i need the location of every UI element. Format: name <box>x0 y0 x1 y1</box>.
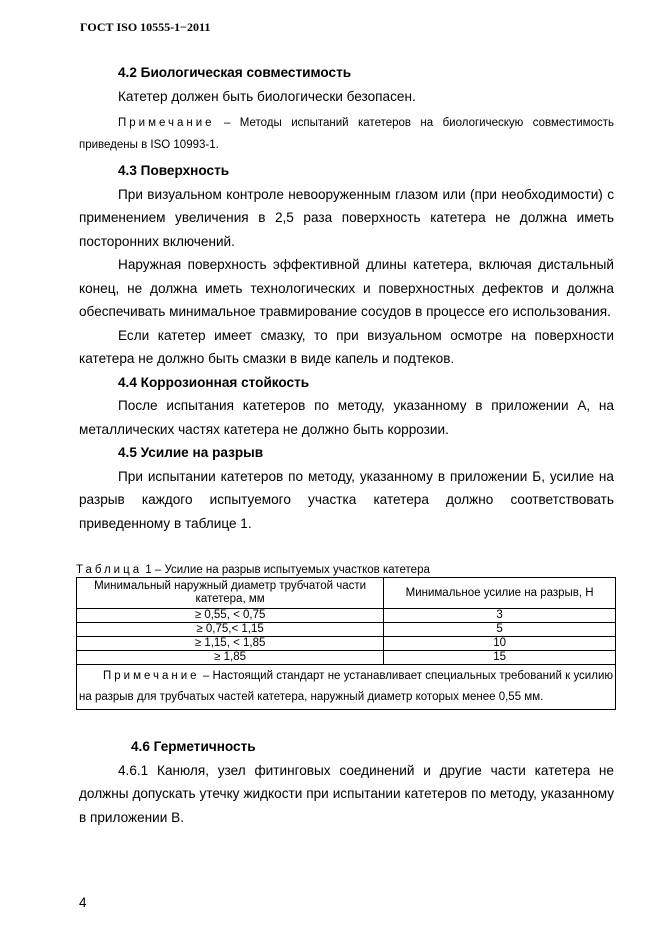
table-row <box>77 637 616 651</box>
page-number: 4 <box>79 895 87 910</box>
table-cell-diameter: ≥ 1,15, < 1,85 <box>77 637 384 651</box>
table-caption-text: 1 – Усилие на разрыв испытуемых участков катетера <box>142 564 430 576</box>
paragraph: При визуальном контроле невооруженным глазом или (при необходимости) с применением увеличения в 2,5 раза поверхность катетера не должна иметь посторонних включений. <box>79 186 614 249</box>
table-row <box>77 623 616 637</box>
table-row <box>77 651 616 665</box>
paragraph: После испытания катетеров по методу, указанному в приложении А, на металлических частях катетера не должно быть коррозии. <box>79 398 614 437</box>
paragraph: 4.6.1 Канюля, узел фитинговых соединений и другие части катетера не должны допускать утечку жидкости при испытании катетеров по методу, указанному в приложении В. <box>79 762 614 825</box>
table-cell-force: 5 <box>384 623 616 637</box>
paragraph: Наружная поверхность эффективной длины катетера, включая дистальный конец, не должна иметь технологических и поверхностных дефектов и должна обеспечивать минимальное травмирование сосудов в процессе его использования. <box>79 257 614 319</box>
table-cell-force: 10 <box>384 637 616 651</box>
note-text: – Методы испытаний катетеров на биологическую совместимость приведены в ISO 10993-1. <box>79 117 614 151</box>
page-content <box>76 61 614 829</box>
table-note-label: Примечание <box>103 670 200 682</box>
note-label: Примечание <box>118 117 215 129</box>
section-title-4-2: 4.2 Биологическая совместимость <box>118 65 352 80</box>
table-note-row <box>77 665 616 710</box>
table-caption-label: Таблица <box>76 564 143 576</box>
section-4-6 <box>79 735 614 829</box>
paragraph: При испытании катетеров по методу, указанному в приложении Б, усилие на разрыв каждого испытуемого участка катетера должно соответствовать приведенному в таблице 1. <box>79 468 614 531</box>
section-title-4-3: 4.3 Поверхность <box>118 163 230 178</box>
section-title-4-4: 4.4 Коррозионная стойкость <box>118 374 310 390</box>
table-row <box>77 609 616 623</box>
paragraph: Катетер должен быть биологически безопасен. <box>118 88 416 104</box>
table-cell-diameter: ≥ 1,85 <box>77 651 384 665</box>
note <box>79 112 614 156</box>
paragraph: Если катетер имеет смазку, то при визуальном осмотре на поверхности катетера не должно быть смазки в виде капель и подтеков. <box>79 327 614 366</box>
table-header-diameter: Минимальный наружный диаметр трубчатой части катетера, мм <box>77 578 384 609</box>
section-title-4-6: 4.6 Герметичность <box>131 739 256 754</box>
table-header-row <box>77 578 616 609</box>
table-cell-diameter: ≥ 0,55, < 0,75 <box>77 609 384 623</box>
table-header-force: Минимальное усилие на разрыв, Н <box>384 578 616 609</box>
table-1 <box>76 577 616 710</box>
table-cell-force: 15 <box>384 651 616 665</box>
table-caption <box>76 564 614 577</box>
table-cell-diameter: ≥ 0,75,< 1,15 <box>77 623 384 637</box>
section-title-4-5: 4.5 Усилие на разрыв <box>118 445 264 460</box>
document-header: ГОСТ ISO 10555-1−2011 <box>80 20 211 34</box>
table-note-text: – Настоящий стандарт не устанавливает специальных требований к усилию на разрыв для трубчатых частей катетера, наружный диаметр которых менее 0,55 мм. <box>79 670 613 703</box>
table-cell-force: 3 <box>384 609 616 623</box>
table-note <box>77 665 616 710</box>
